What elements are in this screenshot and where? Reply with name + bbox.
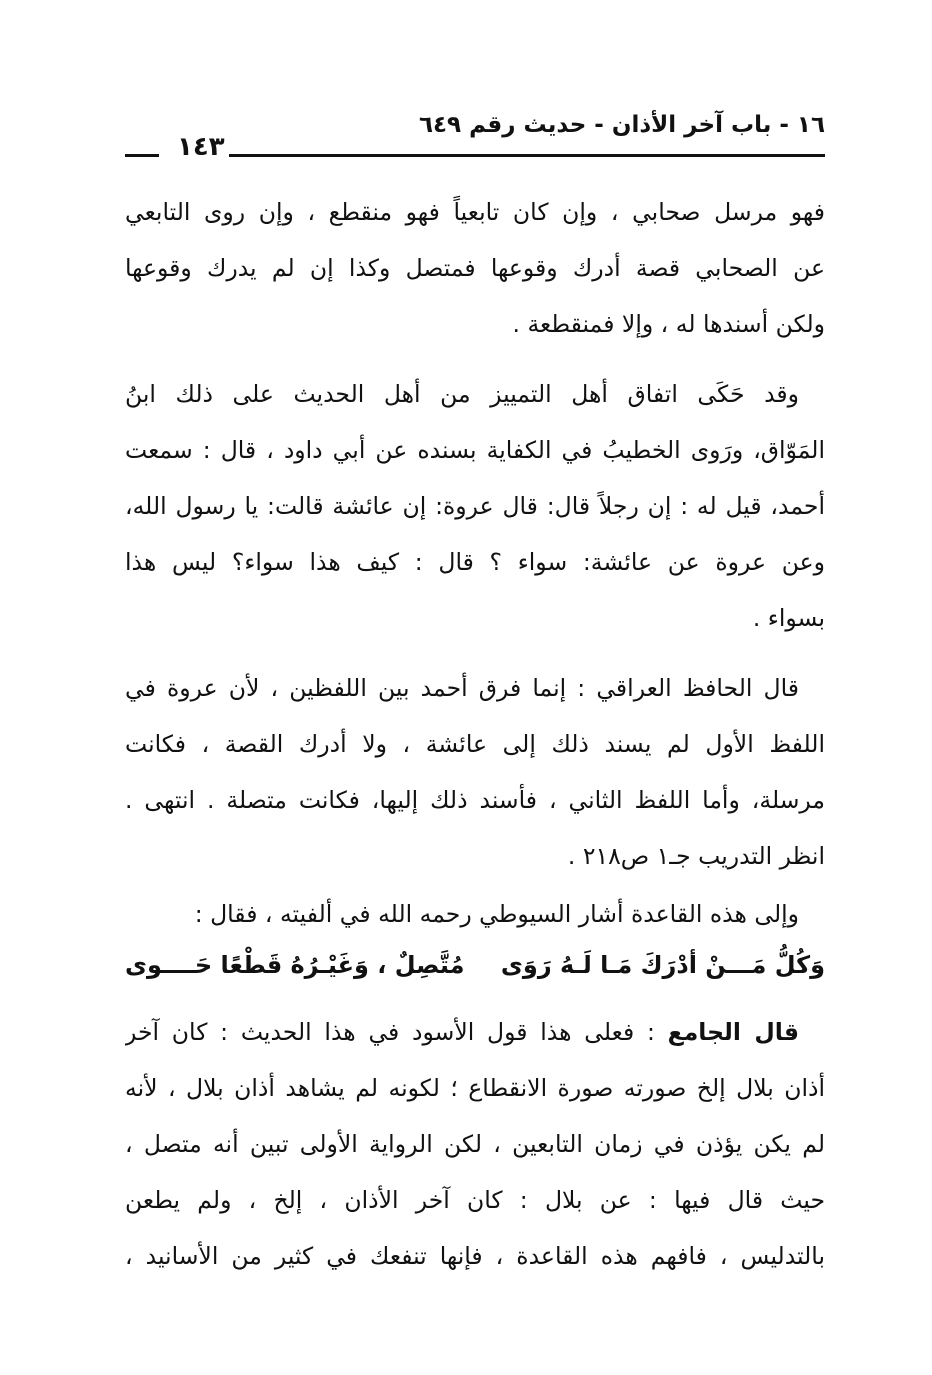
poetry-verse	[125, 940, 825, 990]
paragraph-1	[125, 184, 825, 352]
text-line: لم يكن يؤذن في زمان التابعين ، لكن الرواية الأولى تبين أنه متصل ،	[125, 1130, 825, 1158]
paragraph-4	[125, 1004, 825, 1284]
text-line: اللفظ الأول لم يسند ذلك إلى عائشة ، ولا أدرك القصة ، فكانت	[125, 730, 825, 758]
text-line: ولكن أسندها له ، وإلا فمنقطعة .	[512, 310, 825, 338]
text-line: عن الصحابي قصة أدرك وقوعها فمتصل وكذا إن لم يدرك وقوعها	[125, 254, 825, 282]
text-line: المَوّاق، ورَوى الخطيبُ في الكفاية بسنده عن أبي داود ، قال : سمعت	[125, 436, 825, 464]
text-run: : فعلى هذا قول الأسود في هذا الحديث : كان آخر	[125, 1018, 668, 1046]
verse-hemistich-1: وَكُلُّ مَـــنْ أدْرَكَ مَـا لَـهُ رَوَى	[500, 951, 825, 979]
text-line: وقد حَكَى اتفاق أهل التمييز من أهل الحديث على ذلك ابنُ	[125, 380, 799, 408]
paragraph-2	[125, 366, 825, 646]
page-body	[125, 184, 825, 1284]
text-line: حيث قال فيها : عن بلال : كان آخر الأذان ، إلخ ، ولم يطعن	[125, 1186, 825, 1214]
paragraph-gap	[125, 990, 825, 1004]
page-number: ١٤٣	[177, 132, 225, 162]
paragraph-gap	[125, 352, 825, 366]
verse-intro: وإلى هذه القاعدة أشار السيوطي رحمه الله في ألفيته ، فقال :	[194, 900, 799, 928]
text-line: فهو مرسل صحابي ، وإن كان تابعياً فهو منقطع ، وإن روى التابعي	[125, 198, 825, 226]
text-line: أذان بلال إلخ صورته صورة الانقطاع ؛ لكونه لم يشاهد أذان بلال ، لأنه	[125, 1074, 825, 1102]
text-line: أحمد، قيل له : إن رجلاً قال: قال عروة: إن عائشة قالت: يا رسول الله،	[125, 492, 825, 520]
header-dash	[125, 154, 159, 157]
text-line: قال الحافظ العراقي : إنما فرق أحمد بين اللفظين ، لأن عروة في	[125, 674, 799, 702]
header-rule	[229, 154, 825, 157]
text-line	[125, 1004, 825, 1060]
verse-hemistich-2: مُتَّصِلٌ ، وَغَيْـرُهُ قَطْعًا حَــــوى	[125, 951, 465, 979]
text-line: انظر التدريب جـ١ ص٢١٨ .	[567, 842, 825, 870]
paragraph-gap	[125, 646, 825, 660]
bold-lead: قال الجامع	[667, 1018, 799, 1046]
verse-block	[125, 888, 825, 990]
text-line: مرسلة، وأما اللفظ الثاني ، فأسند ذلك إليها، فكانت متصلة . انتهى .	[125, 786, 825, 814]
text-line: بسواء .	[752, 604, 825, 632]
text-line: وعن عروة عن عائشة: سواء ؟ قال : كيف هذا سواء؟ ليس هذا	[125, 548, 825, 576]
header-title: ١٦ - باب آخر الأذان - حديث رقم ٦٤٩	[418, 112, 825, 138]
text-line: بالتدليس ، فافهم هذه القاعدة ، فإنها تنفعك في كثير من الأسانيد ،	[125, 1242, 825, 1270]
running-header	[125, 112, 825, 164]
paragraph-3	[125, 660, 825, 884]
